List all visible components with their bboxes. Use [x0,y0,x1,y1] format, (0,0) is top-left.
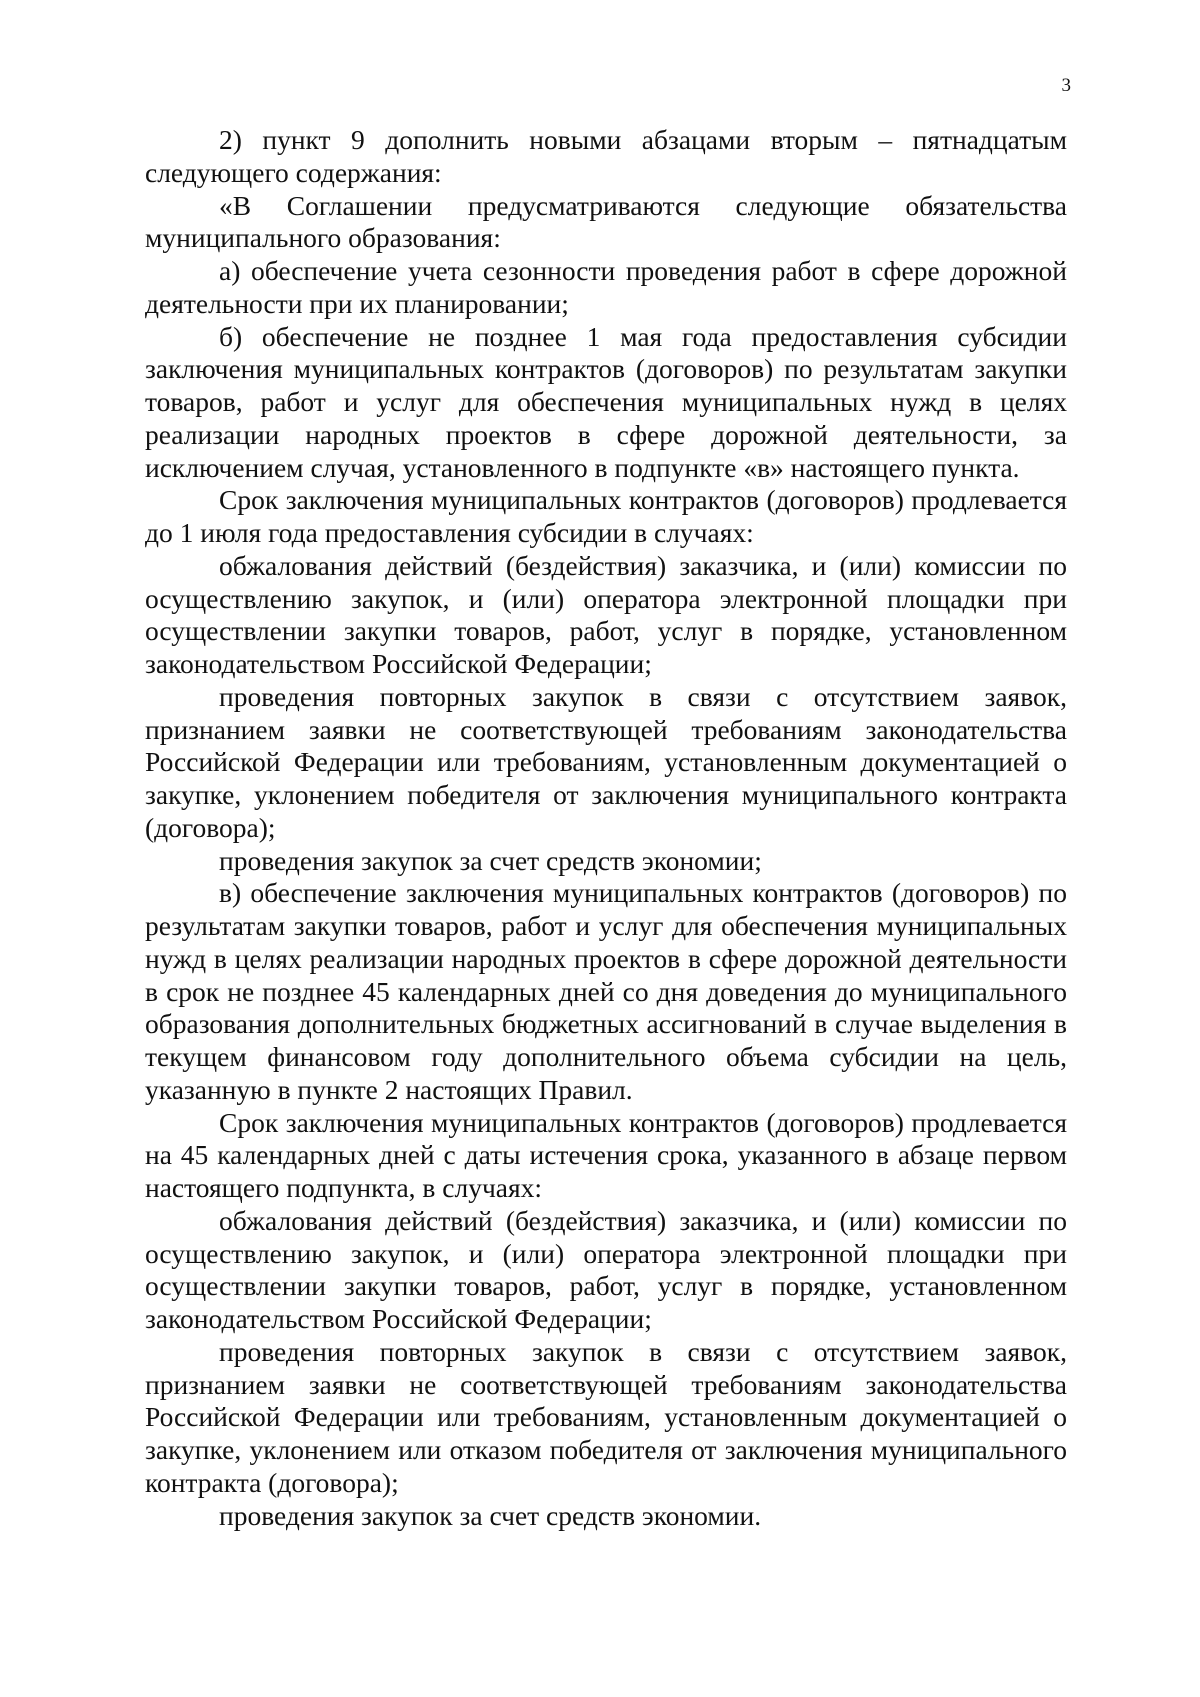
paragraph-term-extension-45-days: Срок заключения муниципальных контрактов (договоров) продлевается на 45 календарных дней с даты истечения срока, указанного в абзаце первом настоящего подпункта, в случаях: [145,1106,1067,1203]
paragraph-case-savings: проведения закупок за счет средств экономии; [219,844,762,876]
paragraph-item-a: а) обеспечение учета сезонности проведения работ в сфере дорожной деятельности при их планировании; [145,255,1067,319]
paragraph-term-extension-july: Срок заключения муниципальных контрактов (договоров) продлевается до 1 июля года предоставления субсидии в случаях: [145,484,1067,548]
paragraph-item-v: в) обеспечение заключения муниципальных контрактов (договоров) по результатам закупки товаров, работ и услуг для обеспечения муниципальных нужд в целях реализации народных проектов в сфере дорожной деятельности в срок не позднее 45 календарных дней со дня доведения до муниципального образования дополнительных бюджетных ассигнований в случае выделения в текущем финансовом году дополнительного объема субсидии на цель, указанную в пункте 2 настоящих Правил. [145,877,1067,1105]
paragraph-amendment-intro: 2) пункт 9 дополнить новыми абзацами вторым – пятнадцатым следующего содержания: [145,124,1067,188]
document-body [145,124,1067,1532]
paragraph-item-b: б) обеспечение не позднее 1 мая года предоставления субсидии заключения муниципальных контрактов (договоров) по результатам закупки товаров, работ и услуг для обеспечения муниципальных нужд в целях реализации народных проектов в сфере дорожной деятельности, за исключением случая, установленного в подпункте «в» настоящего пункта. [145,320,1067,483]
page-number: 3 [1061,75,1071,96]
paragraph-case-appeal-2: обжалования действий (бездействия) заказчика, и (или) комиссии по осуществлению закупок, и (или) оператора электронной площадки при осуществлении закупки товаров, работ, услуг в порядке, установленном законодательством Российской Федерации; [145,1204,1067,1334]
paragraph-case-appeal: обжалования действий (бездействия) заказчика, и (или) комиссии по осуществлению закупок, и (или) оператора электронной площадки при осуществлении закупки товаров, работ, услуг в порядке, установленном законодательством Российской Федерации; [145,549,1067,679]
paragraph-case-repeat-procurement-2: проведения повторных закупок в связи с отсутствием заявок, признанием заявки не соответствующей требованиям законодательства Российской Федерации или требованиям, установленным документацией о закупке, уклонением или отказом победителя от заключения муниципального контракта (договора); [145,1335,1067,1498]
paragraph-obligations-intro: «В Соглашении предусматриваются следующие обязательства муниципального образования: [145,189,1067,254]
paragraph-case-repeat-procurement: проведения повторных закупок в связи с отсутствием заявок, признанием заявки не соответствующей требованиям законодательства Российской Федерации или требованиям, установленным документацией о закупке, уклонением победителя от заключения муниципального контракта (договора); [145,680,1067,843]
paragraph-case-savings-2: проведения закупок за счет средств экономии. [219,1499,762,1531]
